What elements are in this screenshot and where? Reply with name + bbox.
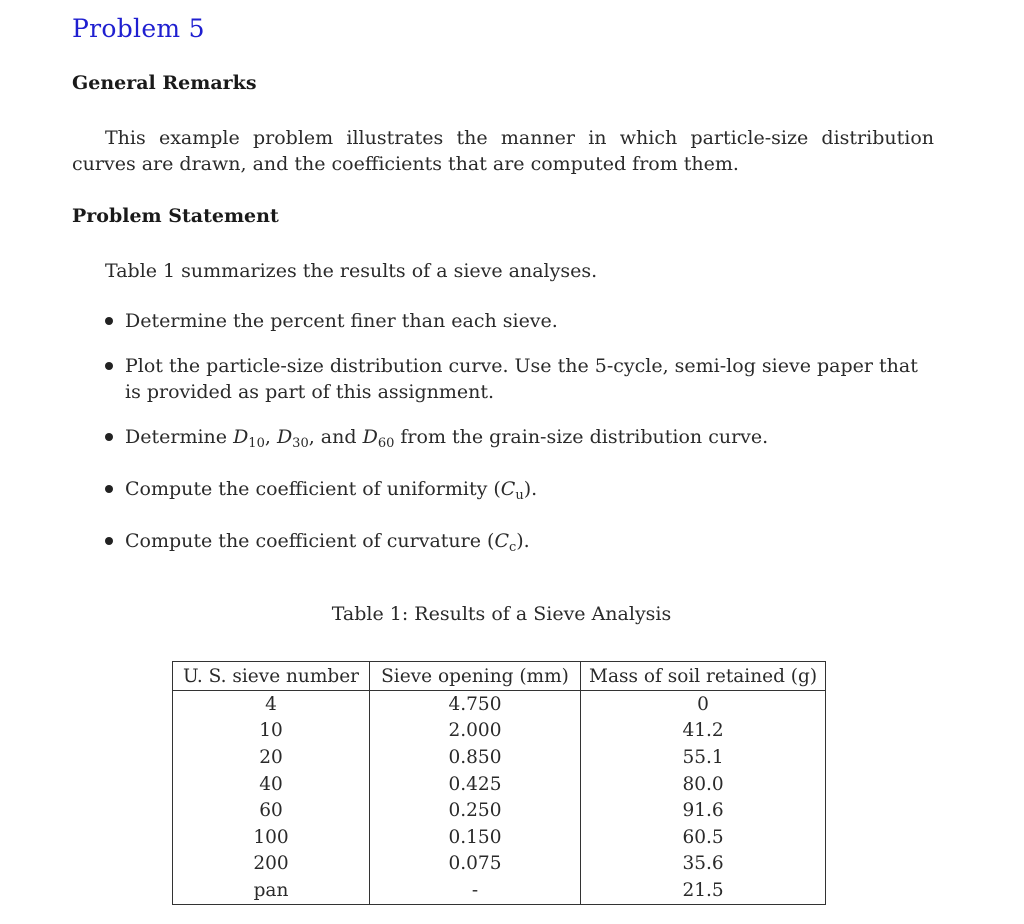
- problem-statement-intro: Table 1 summarizes the results of a sieve analyses.: [105, 260, 598, 282]
- bullet-icon: [105, 537, 113, 545]
- d10-symbol: D: [233, 426, 249, 448]
- cell-sieve-number: 60: [173, 797, 370, 824]
- task-item: [72, 308, 934, 334]
- cell-sieve-opening: 0.850: [370, 744, 581, 771]
- task-text-prefix: Compute the coefficient of curvature (: [125, 530, 495, 552]
- bullet-icon: [105, 433, 113, 441]
- task-text-suffix: ).: [516, 530, 530, 552]
- cell-sieve-number: pan: [173, 877, 370, 904]
- task-item: [72, 476, 934, 509]
- task-text: Plot the particle-size distribution curve. Use the 5-cycle, semi-log sieve paper that is provided as part of this assignment.: [125, 355, 918, 403]
- d30-subscript: 30: [292, 436, 309, 451]
- cell-mass-retained: 21.5: [581, 877, 826, 904]
- cell-sieve-opening: 4.750: [370, 691, 581, 718]
- cell-mass-retained: 55.1: [581, 744, 826, 771]
- table-row: [173, 744, 826, 771]
- cell-sieve-number: 40: [173, 771, 370, 798]
- d30-symbol: D: [276, 426, 293, 448]
- sieve-analysis-table: [172, 661, 826, 905]
- bullet-icon: [105, 317, 113, 325]
- cell-mass-retained: 60.5: [581, 824, 826, 851]
- table-row: [173, 851, 826, 878]
- cell-sieve-opening: 0.150: [370, 824, 581, 851]
- cell-sieve-number: 200: [173, 851, 370, 878]
- task-item: [72, 424, 934, 457]
- general-remarks-paragraph: This example problem illustrates the manner in which particle-size distribution curves are drawn, and the coefficients that are computed from them.: [72, 127, 934, 175]
- cell-sieve-opening: 0.425: [370, 771, 581, 798]
- d60-symbol: D: [362, 426, 378, 448]
- task-list: [72, 308, 934, 580]
- header-mass-retained: Mass of soil retained (g): [581, 662, 826, 691]
- cell-mass-retained: 0: [581, 691, 826, 718]
- task-text-prefix: Determine: [125, 426, 234, 448]
- separator: , and: [308, 426, 363, 448]
- problem-title: Problem 5: [72, 14, 205, 43]
- table-caption: Table 1: Results of a Sieve Analysis: [331, 603, 672, 625]
- cc-subscript: c: [508, 540, 517, 555]
- d10-subscript: 10: [248, 436, 265, 451]
- table-row: [173, 691, 826, 718]
- cell-mass-retained: 80.0: [581, 771, 826, 798]
- separator: ,: [264, 426, 277, 448]
- task-text: Determine the percent finer than each sieve.: [125, 310, 558, 332]
- cell-sieve-opening: -: [370, 877, 581, 904]
- cell-sieve-number: 100: [173, 824, 370, 851]
- table-row: [173, 877, 826, 904]
- header-sieve-number: U. S. sieve number: [173, 662, 370, 691]
- cc-symbol: C: [494, 530, 509, 552]
- task-text-suffix: ).: [523, 478, 538, 500]
- d60-subscript: 60: [377, 436, 395, 451]
- table-row: [173, 718, 826, 745]
- cell-sieve-opening: 0.250: [370, 797, 581, 824]
- table-header-row: [173, 662, 826, 691]
- task-text-prefix: Compute the coefficient of uniformity (: [125, 478, 501, 500]
- problem-statement-heading: Problem Statement: [72, 205, 279, 227]
- table-row: [173, 797, 826, 824]
- cell-sieve-number: 20: [173, 744, 370, 771]
- header-sieve-opening: Sieve opening (mm): [370, 662, 581, 691]
- bullet-icon: [105, 362, 113, 370]
- cell-sieve-opening: 0.075: [370, 851, 581, 878]
- general-remarks-heading: General Remarks: [72, 72, 257, 94]
- task-text-suffix: from the grain-size distribution curve.: [394, 426, 769, 448]
- cell-sieve-number: 10: [173, 718, 370, 745]
- cu-subscript: u: [515, 488, 524, 503]
- cell-sieve-number: 4: [173, 691, 370, 718]
- task-item: [72, 528, 934, 561]
- cell-mass-retained: 35.6: [581, 851, 826, 878]
- cell-mass-retained: 41.2: [581, 718, 826, 745]
- bullet-icon: [105, 485, 113, 493]
- table-row: [173, 771, 826, 798]
- cu-symbol: C: [500, 478, 516, 500]
- task-item: [72, 353, 934, 405]
- table-row: [173, 824, 826, 851]
- cell-sieve-opening: 2.000: [370, 718, 581, 745]
- cell-mass-retained: 91.6: [581, 797, 826, 824]
